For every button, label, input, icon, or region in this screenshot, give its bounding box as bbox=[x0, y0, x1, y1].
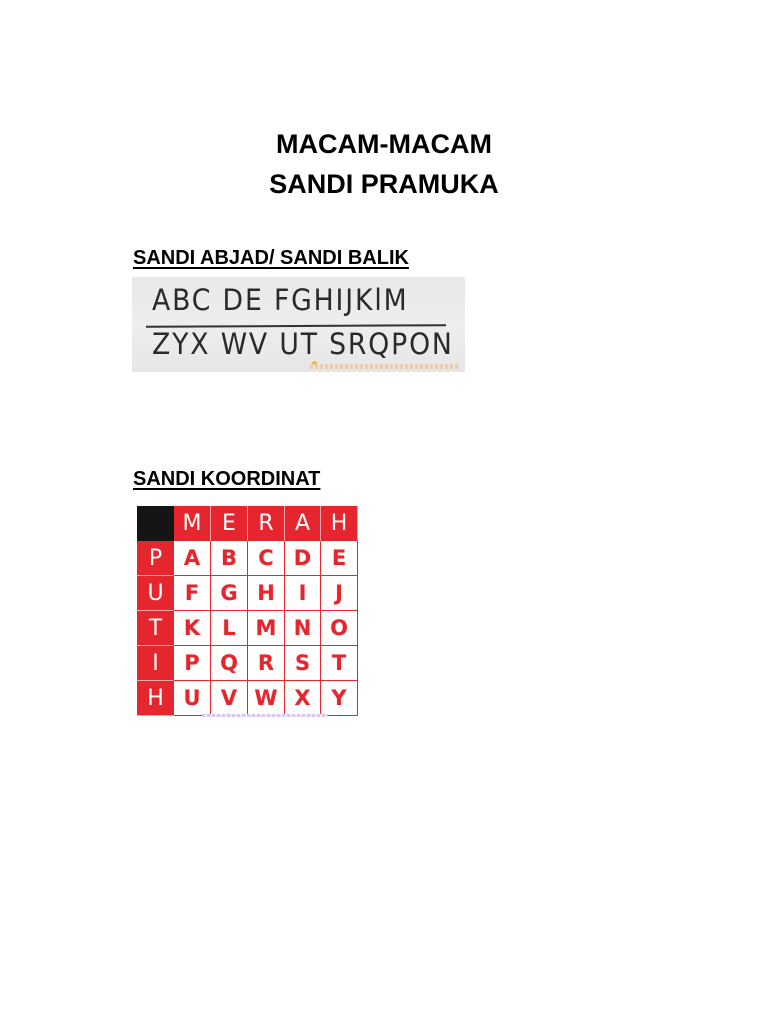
grid-cell: C bbox=[248, 541, 285, 576]
grid-cell: M bbox=[248, 611, 285, 646]
grid-cell: G bbox=[211, 576, 248, 611]
grid-cell: Q bbox=[211, 646, 248, 681]
column-header: A bbox=[285, 506, 321, 541]
abjad-bottom-row: ZYX WV UT SRQPON bbox=[152, 327, 454, 361]
row-header: I bbox=[137, 646, 174, 681]
grid-cell: O bbox=[321, 611, 358, 646]
grid-watermark bbox=[202, 714, 328, 717]
row-header: T bbox=[137, 611, 174, 646]
grid-cell: T bbox=[321, 646, 358, 681]
grid-cell: V bbox=[211, 681, 248, 716]
column-header: M bbox=[174, 506, 211, 541]
abjad-image bbox=[132, 277, 465, 372]
section-heading-abjad: SANDI ABJAD/ SANDI BALIK bbox=[133, 247, 409, 269]
grid-cell: Y bbox=[321, 681, 358, 716]
grid-cell: S bbox=[285, 646, 321, 681]
grid-cell: A bbox=[174, 541, 211, 576]
row-header: H bbox=[137, 681, 174, 716]
column-header: R bbox=[248, 506, 285, 541]
title-line-1: MACAM-MACAM bbox=[276, 129, 492, 159]
column-header: E bbox=[211, 506, 248, 541]
grid-cell: R bbox=[248, 646, 285, 681]
grid-cell: E bbox=[321, 541, 358, 576]
section-heading-koordinat: SANDI KOORDINAT bbox=[133, 468, 321, 490]
grid-cell: U bbox=[174, 681, 211, 716]
grid-cell: X bbox=[285, 681, 321, 716]
grid-cell: I bbox=[285, 576, 321, 611]
grid-cell: H bbox=[248, 576, 285, 611]
grid-cell: N bbox=[285, 611, 321, 646]
row-header: U bbox=[137, 576, 174, 611]
koordinat-grid bbox=[137, 506, 358, 716]
grid-corner bbox=[137, 506, 174, 541]
grid-cell: L bbox=[211, 611, 248, 646]
grid-cell: P bbox=[174, 646, 211, 681]
grid-cell: J bbox=[321, 576, 358, 611]
row-header: P bbox=[137, 541, 174, 576]
abjad-top-row: ABC DE FGHIJKlM bbox=[152, 283, 409, 317]
grid-cell: K bbox=[174, 611, 211, 646]
grid-cell: F bbox=[174, 576, 211, 611]
column-header: H bbox=[321, 506, 358, 541]
abjad-watermark bbox=[310, 364, 460, 369]
grid-cell: D bbox=[285, 541, 321, 576]
grid-cell: W bbox=[248, 681, 285, 716]
grid-cell: B bbox=[211, 541, 248, 576]
title-line-2: SANDI PRAMUKA bbox=[269, 169, 499, 199]
page-title bbox=[0, 124, 768, 204]
